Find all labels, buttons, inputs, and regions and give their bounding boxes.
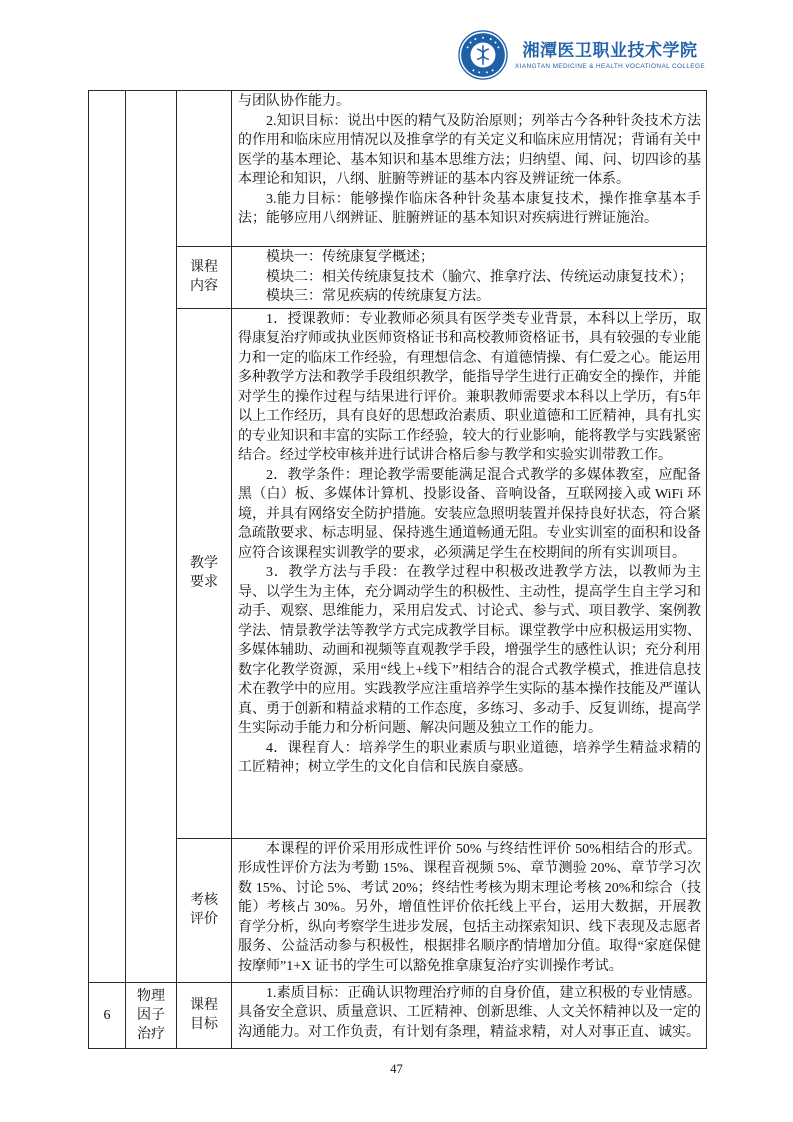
teaching-requirements-cell (232, 308, 707, 838)
college-name-cn: 湘潭医卫职业技术学院 (522, 40, 698, 60)
teaching-conditions-text: 2．教学条件：理论教学需要能满足混合式教学的多媒体教室，应配备黑（白）板、多媒体计算机、投影设备、音响设备，互联网接入或 WiFi 环境，并具有网络安全防护措施。安装应急照明装置并保持良好状态，符合紧急疏散要求、标志明显、保持逃生通道畅通无阻。专业实训室的面积和设备应符合该课程实训教学的要求，必须满足学生在校期间的所有实训项目。 (238, 467, 701, 561)
course-name-cell-continued (126, 91, 177, 983)
course-goals-cell (232, 982, 707, 1048)
teaching-methods-text: 3．教学方法与手段：在教学过程中积极改进教学方法，以教师为主导、以学生为主体，充分调动学生的积极性、主动性，提高学生自主学习和动手、观察、思维能力，采用启发式、讨论式、参与式、项目教学、案例教学法、情景教学法等教学方式完成教学目标。课堂教学中应积极运用实物、多媒体辅助、动画和视频等直观教学手段，增强学生的感性认识；充分利用数字化教学资源，采用“线上+线下”相结合的混合式教学模式，推进信息技术在教学中的应用。实践教学应注重培养学生实际的基本操作技能及严谨认真、勇于创新和精益求精的工作态度，多练习、多动手、反复训练，提高学生实际动手能力和分析问题、解决问题及独立工作的能力。 (238, 565, 701, 736)
table-row (89, 308, 707, 838)
course-education-text: 4．课程育人：培养学生的职业素质与职业道德，培养学生精益求精的工匠精神；树立学生的文化自信和民族自豪感。 (238, 740, 701, 775)
table-row (89, 247, 707, 309)
course-goals-label: 课程目标 (190, 998, 218, 1032)
row-label-course-content (177, 247, 232, 309)
table-row (89, 91, 707, 247)
course-name-text: 物理因子治疗 (137, 988, 165, 1042)
module-1-text: 模块一：传统康复学概述； (266, 250, 434, 265)
course-content-label: 课程内容 (190, 260, 218, 295)
college-name-en: XIANGTAN MEDICINE & HEALTH VOCATIONAL COLLEGE (515, 62, 705, 70)
knowledge-goal-text: 2.知识目标：说出中医的精气及防治原则；列举古今各种针灸技术方法的作用和临床应用情况以及推拿学的有关定义和临床应用情况；背诵有关中医学的基本理论、基本知识和基本思维方法；归纳望、闻、问、切四诊的基本理论和知识，八纲、脏腑等辨证的基本内容及辨证统一体系。 (238, 113, 701, 187)
row-label-teaching-requirements (177, 308, 232, 838)
course-number-cell: 6 (89, 982, 126, 1048)
course-name-cell (126, 982, 177, 1048)
row-label-course-goals (177, 982, 232, 1048)
table-row (89, 982, 707, 1048)
module-3-text: 模块三：常见疾病的传统康复方法。 (266, 289, 490, 304)
course-content-cell (232, 247, 707, 309)
college-name-block (515, 41, 705, 70)
teachers-requirement-text: 1．授课教师：专业教师必须具有医学类专业背景，本科以上学历，取得康复治疗师或执业医师资格证书和高校教师资格证书，具有较强的专业能力和一定的临床工作经验，有理想信念、有道德情操、有仁爱之心。能运用多种教学方法和教学手段组织教学，能指导学生进行正确安全的操作，并能对学生的操作过程与结果进行评价。兼职教师需要求本科以上学历，有5年以上工作经历，具有良好的思想政治素质、职业道德和工匠精神，具有扎实的专业知识和丰富的实际工作经验，较大的行业影响，能将教学与实践紧密结合。经过学校审核并进行试讲合格后参与教学和实验实训带教工作。 (238, 311, 701, 463)
course-goals-continued-cell (232, 91, 707, 247)
college-logo (458, 30, 705, 80)
course-number-cell-continued (89, 91, 126, 983)
assessment-label: 考核评价 (190, 893, 218, 927)
quality-goal-text: 1.素质目标：正确认识物理治疗师的自身价值，建立积极的专业情感。具备安全意识、质量意识、工匠精神、创新思维、人文关怀精神以及一定的沟通能力。对工作负责，有计划有条理，精益求精，对人对事正直、诚实。 (238, 985, 701, 1040)
assessment-cell (232, 838, 707, 982)
assessment-text: 本课程的评价采用形成性评价 50% 与终结性评价 50%相结合的形式。形成性评价方法为考勤 15%、课程音视频 5%、章节测验 20%、章节学习次数 15%、讨论 5%、考试 20%；终结性考核为期末理论考核 20%和综合（技能）考核占 30%。另外，增值性评价依托线上平台，运用大数据，开展教育学分析，纵向考察学生进步发展，包括主动探索知识、线下表现及志愿者服务、公益活动参与积极性，根据排名顺序酌情增加分值。取得“家庭保健按摩师”1+X 证书的学生可以豁免推拿康复治疗实训操作考试。 (238, 841, 701, 974)
page-number: 47 (390, 1062, 403, 1076)
page-footer (0, 1062, 793, 1077)
teaching-requirements-label: 教学要求 (190, 556, 218, 590)
goal-continuation-text: 与团队协作能力。 (238, 94, 350, 109)
ability-goal-text: 3.能力目标：能够操作临床各种针灸基本康复技术，操作推拿基本手法；能够应用八纲辨证、脏腑辨证的基本知识对疾病进行辨证施治。 (238, 191, 701, 226)
curriculum-table (88, 90, 707, 1049)
row-label-assessment (177, 838, 232, 982)
college-emblem-icon (458, 30, 508, 80)
table-row (89, 838, 707, 982)
module-2-text: 模块二：相关传统康复技术（腧穴、推拿疗法、传统运动康复技术）； (266, 269, 693, 285)
row-label-cell-continued (177, 91, 232, 247)
